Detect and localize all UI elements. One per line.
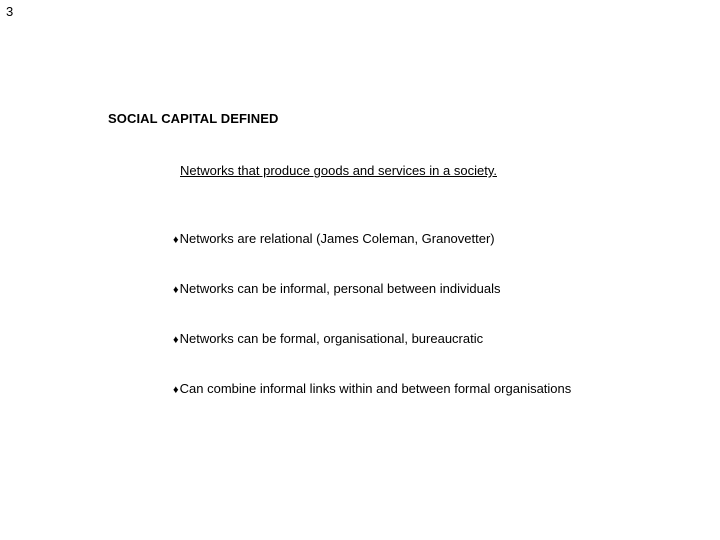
bullet-text: Networks are relational (James Coleman, Granovetter): [179, 231, 495, 246]
diamond-bullet-icon: ♦: [173, 384, 179, 396]
diamond-bullet-icon: ♦: [173, 284, 179, 296]
bullet-item: [173, 281, 571, 331]
diamond-bullet-icon: ♦: [173, 334, 179, 346]
bullet-item: [173, 331, 571, 381]
slide-subtitle: Networks that produce goods and services in a society.: [180, 163, 497, 178]
bullet-text: Networks can be informal, personal between individuals: [179, 281, 501, 296]
slide-number: 3: [6, 4, 14, 19]
bullet-text: Can combine informal links within and between formal organisations: [179, 381, 572, 396]
bullet-text: Networks can be formal, organisational, bureaucratic: [179, 331, 484, 346]
bullet-item: [173, 381, 571, 431]
diamond-bullet-icon: ♦: [173, 234, 179, 246]
bullet-list: [173, 231, 571, 431]
bullet-item: [173, 231, 571, 281]
slide-title: SOCIAL CAPITAL DEFINED: [108, 111, 279, 126]
